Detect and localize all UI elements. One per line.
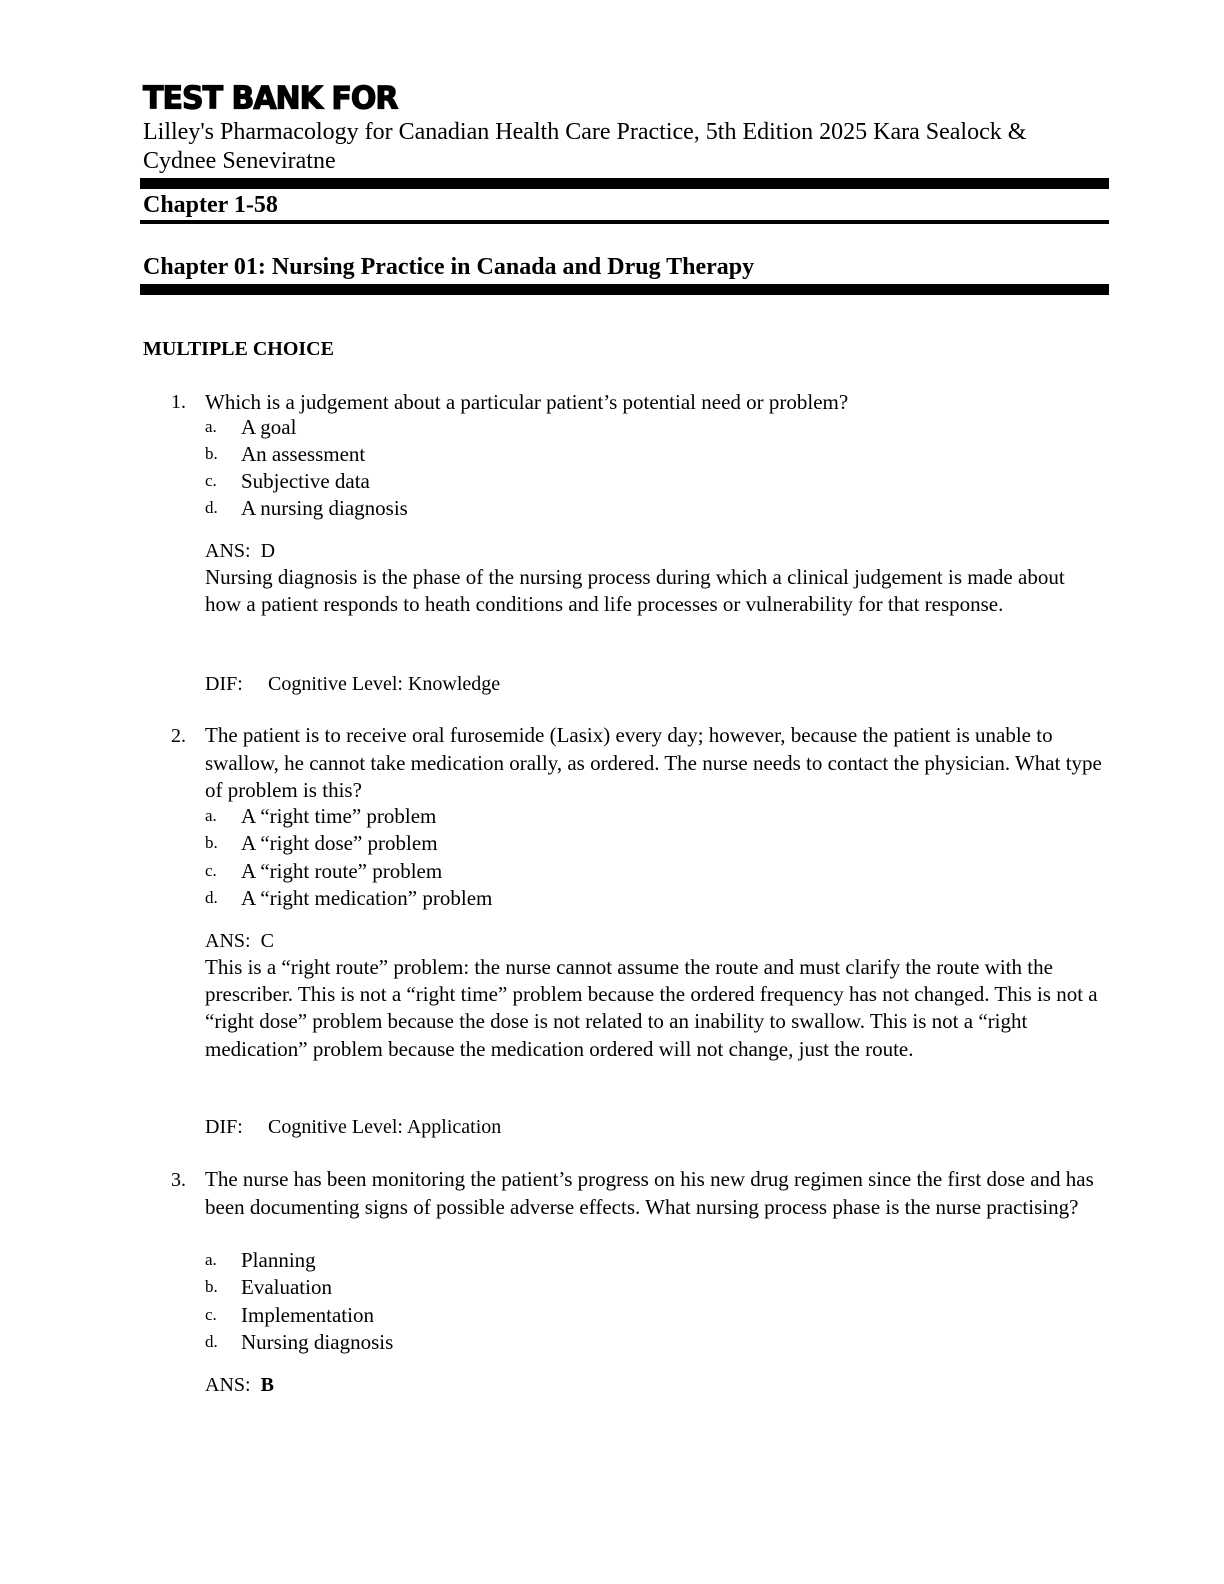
option-text: Planning: [241, 1248, 316, 1272]
answer-label: ANS:: [205, 1374, 251, 1396]
option-text: A “right time” problem: [241, 804, 437, 828]
option-letter: c.: [205, 1305, 217, 1324]
option-letter: d.: [205, 888, 218, 907]
difficulty-value: Cognitive Level: Application: [268, 1116, 502, 1138]
question-number: 2.: [171, 725, 186, 747]
option-text: A “right medication” problem: [241, 886, 493, 910]
option-text: An assessment: [241, 442, 366, 466]
answer-line: [205, 930, 274, 953]
answer-label: ANS:: [205, 540, 251, 562]
answer-value: C: [260, 930, 274, 952]
option-letter: d.: [205, 1332, 218, 1351]
question-number: 1.: [171, 391, 186, 413]
option-letter: c.: [205, 471, 217, 490]
difficulty-line: [205, 673, 501, 696]
question-number: 3.: [171, 1169, 186, 1191]
test-bank-label: TEST BANK FOR: [143, 80, 398, 117]
difficulty-label: DIF:: [205, 1116, 243, 1138]
option-text: Implementation: [241, 1303, 374, 1327]
rationale: Nursing diagnosis is the phase of the nursing process during which a clinical judgement is made about how a patient responds to heath conditions and life processes or vulnerability for that response.: [205, 565, 1065, 617]
option-letter: b.: [205, 1277, 218, 1296]
option-letter: b.: [205, 833, 218, 852]
divider-thin: [140, 220, 1109, 224]
section-heading: MULTIPLE CHOICE: [143, 338, 334, 360]
difficulty-line: [205, 1116, 502, 1139]
option-text: A goal: [241, 415, 297, 439]
answer-line: [205, 1374, 274, 1397]
difficulty-value: Cognitive Level: Knowledge: [268, 673, 501, 695]
option-letter: b.: [205, 444, 218, 463]
chapter-range: Chapter 1-58: [143, 192, 278, 218]
answer-label: ANS:: [205, 930, 251, 952]
option-text: Subjective data: [241, 469, 370, 493]
question-text: Which is a judgement about a particular patient’s potential need or problem?: [205, 390, 849, 414]
rationale: This is a “right route” problem: the nurse cannot assume the route and must clarify the route with the prescriber. This is not a “right time” problem because the ordered frequency has not changed. This is not a “right dose” problem because the dose is not related to an inability to swallow. This is not a “right medication” problem because the medication ordered will not change, just the route.: [205, 955, 1098, 1061]
divider-thick: [140, 284, 1109, 295]
option-text: A “right dose” problem: [241, 831, 438, 855]
divider-thick: [140, 178, 1109, 189]
answer-line: [205, 540, 275, 563]
option-letter: c.: [205, 861, 217, 880]
option-text: A “right route” problem: [241, 859, 443, 883]
option-text: Nursing diagnosis: [241, 1330, 394, 1354]
option-letter: a.: [205, 1250, 217, 1269]
difficulty-label: DIF:: [205, 673, 243, 695]
option-letter: a.: [205, 806, 217, 825]
option-text: Evaluation: [241, 1275, 332, 1299]
question-text: The patient is to receive oral furosemide (Lasix) every day; however, because the patient is unable to swallow, he cannot take medication orally, as ordered. The nurse needs to contact the physician. What type of problem is this?: [205, 723, 1102, 802]
answer-value: D: [260, 540, 276, 562]
option-text: A nursing diagnosis: [241, 496, 408, 520]
book-title: Lilley's Pharmacology for Canadian Health Care Practice, 5th Edition 2025 Kara Sealock & Cydnee Seneviratne: [143, 119, 1027, 174]
option-letter: d.: [205, 498, 218, 517]
question-text: The nurse has been monitoring the patient’s progress on his new drug regimen since the first dose and has been documenting signs of possible adverse effects. What nursing process phase is the nurse practising?: [205, 1167, 1094, 1219]
answer-value: B: [260, 1374, 274, 1396]
chapter-title: Chapter 01: Nursing Practice in Canada and Drug Therapy: [143, 254, 755, 280]
option-letter: a.: [205, 417, 217, 436]
